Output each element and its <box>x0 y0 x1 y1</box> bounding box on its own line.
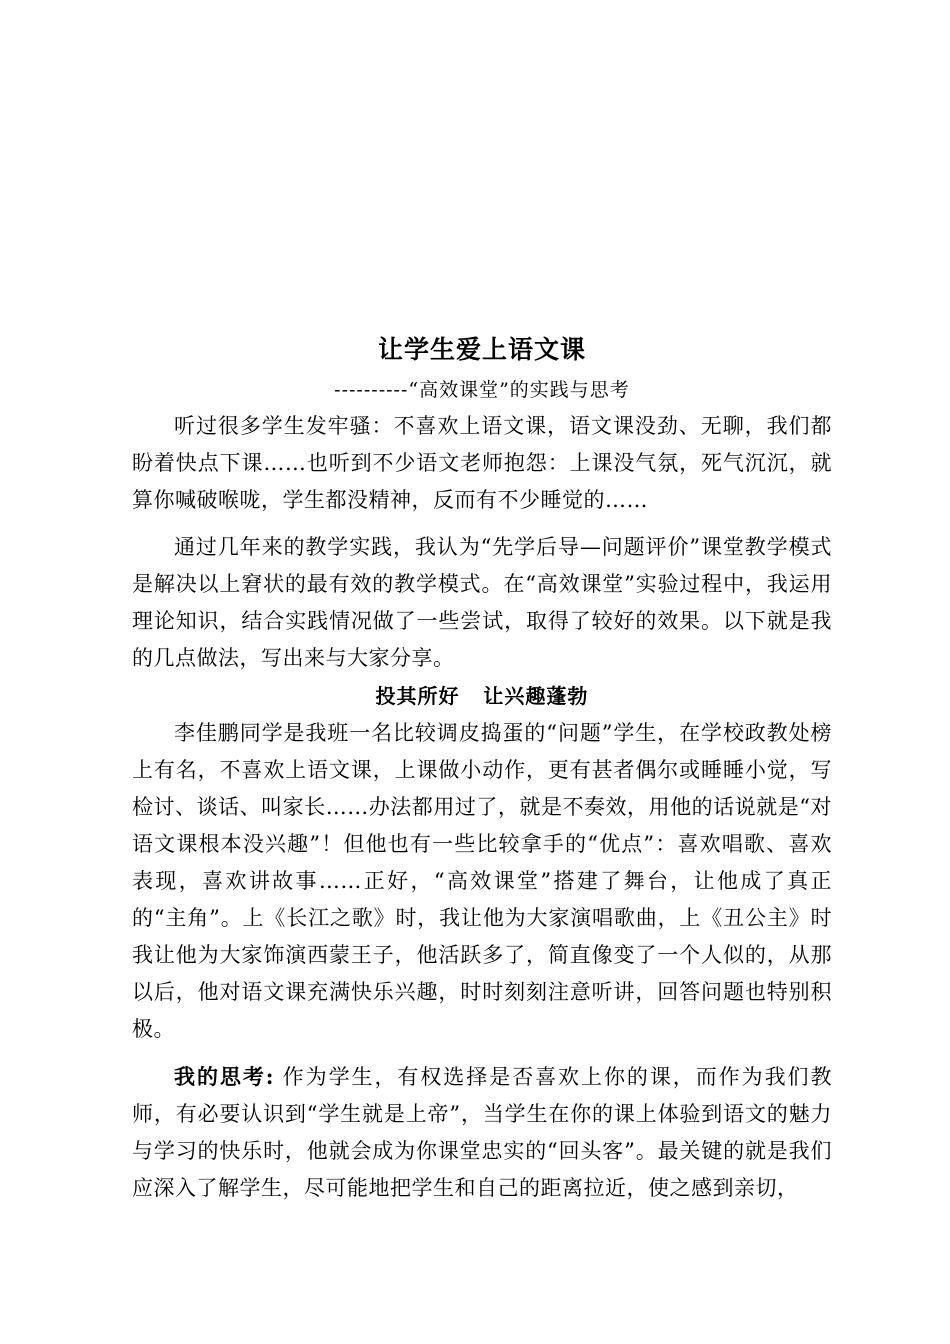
reflection-label: 我的思考: <box>174 1064 275 1089</box>
document-body <box>132 330 832 1207</box>
section-heading: 投其所好 让兴趣蓬勃 <box>375 684 589 708</box>
case-paragraph: 李佳鹏同学是我班一名比较调皮捣蛋的“问题”学生，在学校政教处榜上有名，不喜欢上语文课，上课做小动作，更有甚者偶尔或睡睡小觉，写检讨、谈话、叫家长……办法都用过了，就是不奏效，用他的话说就是“对语文课根本没兴趣”！但他也有一些比较拿手的“优点”：喜欢唱歌、喜欢表现，喜欢讲故事……正好，“高效课堂”搭建了舞台，让他成了真正的“主角”。上《长江之歌》时，我让他为大家演唱歌曲，上《丑公主》时我让他为大家饰演西蒙王子，他活跃多了，简直像变了一个人似的，从那以后，他对语文课充满快乐兴趣，时时刻刻注意听讲，回答问题也特别积极。 <box>132 721 832 1041</box>
reflection-paragraph <box>132 1058 832 1207</box>
document-subtitle: ----------“高效课堂”的实践与思考 <box>334 379 630 401</box>
document-title: 让学生爱上语文课 <box>377 335 586 364</box>
intro-paragraph: 听过很多学生发牢骚：不喜欢上语文课，语文课没劲、无聊，我们都盼着快点下课……也听到不少语文老师抱怨：上课没气氛，死气沉沉，就算你喊破喉咙，学生都没精神，反而有不少睡觉的…… <box>132 414 832 512</box>
reflection-text: 作为学生，有权选择是否喜欢上你的课，而作为我们教师，有必要认识到“学生就是上帝”，当学生在你的课上体验到语文的魅力与学习的快乐时，他就会成为你课堂忠实的“回头客”。最关键的就是我们应深入了解学生，尽可能地把学生和自己的距离拉近，使之感到亲切， <box>132 1065 832 1200</box>
method-paragraph: 通过几年来的教学实践，我认为“先学后导—问题评价”课堂教学模式是解决以上窘状的最有效的教学模式。在“高效课堂”实验过程中，我运用理论知识，结合实践情况做了一些尝试，取得了较好的效果。以下就是我的几点做法，写出来与大家分享。 <box>132 535 832 670</box>
